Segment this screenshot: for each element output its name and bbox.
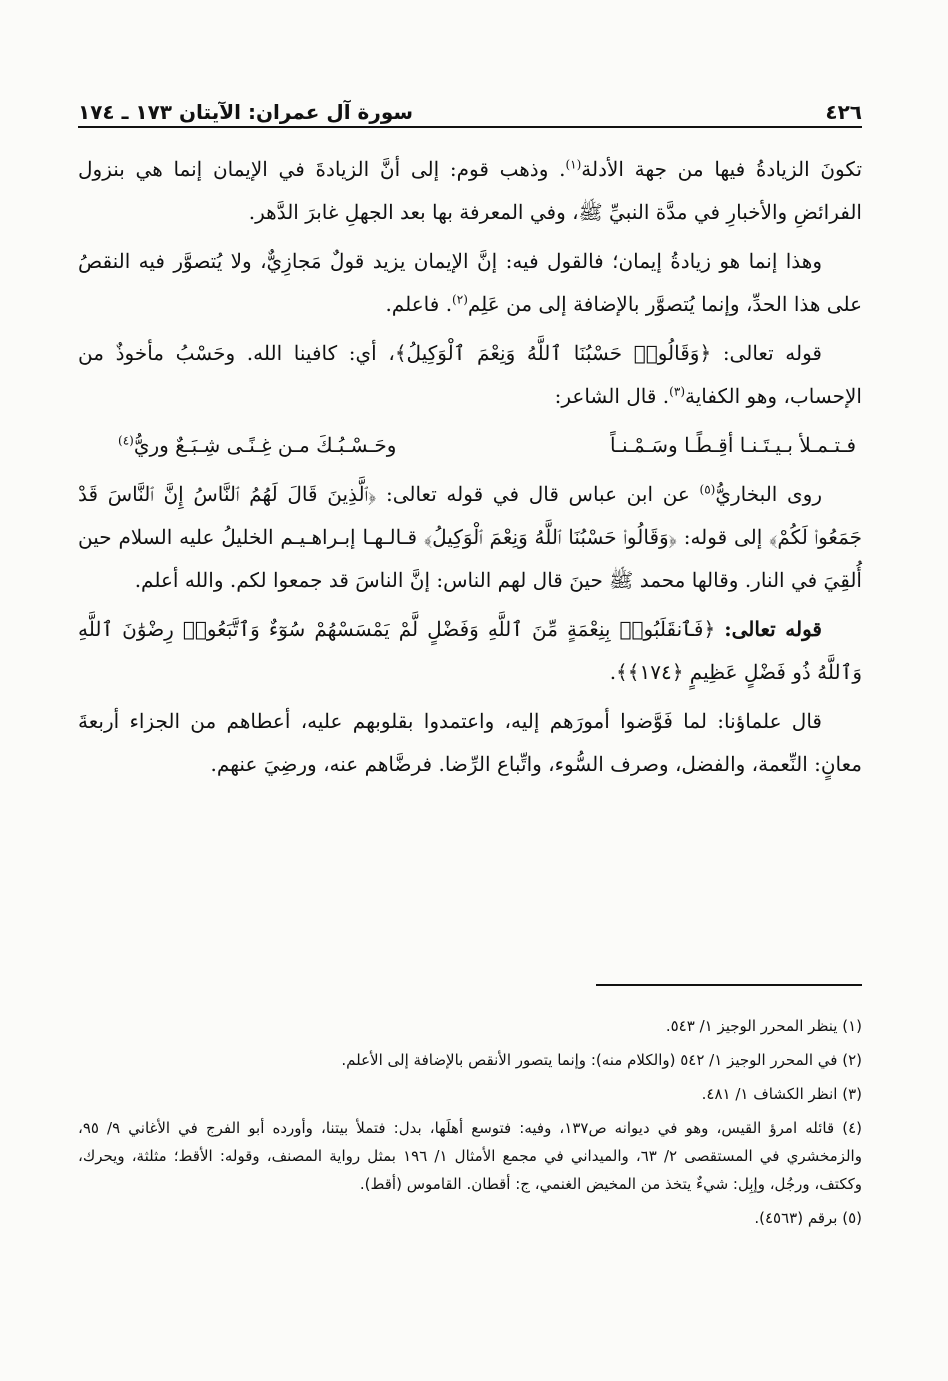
verse-heading: قوله تعالى: bbox=[724, 617, 822, 641]
paragraph: تكونَ الزيادةُ فيها من جهة الأدلة$^{(١)}$. وذهب قوم: إلى أنَّ الزيادةَ في الإيمان إنما هي بنزول الفرائضِ والأخبارِ في مدَّة النبيِّ ﷺ، وفي المعرفة بها بعد الجهلِ غابرَ الدَّهر. bbox=[78, 157, 863, 224]
verse-hemistich-first: فـتـمـلأ بـيـتَـنـا أقِـطًـا وسَـمْـنـاً bbox=[610, 433, 856, 457]
paragraph: وهذا إنما هو زيادةُ إيمان؛ فالقول فيه: إنَّ الإيمان يزيد قولٌ مَجازِيٌّ، ولا يُتصوَّر فيه النقصُ على هذا الحدِّ، وإنما يُتصوَّر بالإضافة إلى من عَلِم$^{(٢)}$. فاعلم. bbox=[78, 249, 862, 316]
footnotes bbox=[78, 1012, 862, 1238]
quran-verse: ﴿فَٱنقَلَبُوا۟ بِنِعْمَةٍ مِّنَ ٱللَّهِ وَفَضْلٍ لَّمْ يَمْسَسْهُمْ سُوٓءٌ وَٱتَّبَعُوا۟ رِضْوَٰنَ ٱللَّهِ وَٱللَّهُ ذُو فَضْلٍ عَظِيمٍ ﴿١٧٤﴾﴾. bbox=[78, 617, 862, 684]
poetry-verse bbox=[78, 424, 862, 467]
footnote-ref: (٣) bbox=[669, 384, 685, 399]
footnote-separator bbox=[596, 984, 862, 986]
header-rule bbox=[78, 126, 862, 128]
paragraph: قال علماؤنا: لما فَوَّضوا أمورَهم إليه، واعتمدوا بقلوبهم عليه، أعطاهم من الجزاء أربعةَ معانٍ: النِّعمة، والفضل، وصرف السُّوء، واتِّباع الرِّضا. فرضَّاهم عنه، ورضِيَ عنهم. bbox=[78, 709, 862, 776]
verse-hemistich-second: وحَـسْـبُـكَ مـن غِـنًـى شِـبَـعٌ وريُّ$^{(٤)}$ bbox=[118, 433, 397, 457]
paragraph: قوله تعالى: ﴿وَقَالُوا۟ حَسْبُنَا ٱللَّهُ وَنِعْمَ ٱلْوَكِيلُ﴾، أي: كافينا الله. وحَسْبُ مأخوذٌ من الإحساب، وهو الكفاية$^{(٣)}$. قال الشاعر: bbox=[78, 341, 862, 408]
footnote: (٥) برقم (٤٥٦٣). bbox=[754, 1209, 862, 1227]
footnote: (٢) في المحرر الوجيز ١/ ٥٤٢ (والكلام منه): وإنما يتصور الأنقص بالإضافة إلى الأعلم. bbox=[341, 1051, 862, 1069]
footnote-ref: (٥) bbox=[699, 482, 716, 497]
page-header bbox=[78, 86, 862, 124]
footnote-ref: (٢) bbox=[452, 292, 468, 307]
footnote-ref: (١) bbox=[565, 157, 582, 172]
page-number: ٤٢٦ bbox=[825, 100, 862, 124]
paragraph: روى البخاريُّ$^{(٥)}$ عن ابن عباس قال في قوله تعالى: ﴿ٱلَّذِينَ قَالَ لَهُمُ ٱلنَّاسُ إِنَّ ٱلنَّاسَ قَدْ جَمَعُوا۟ لَكُمْ﴾ إلى قوله: ﴿وَقَالُوا۟ حَسْبُنَا ٱللَّهُ وَنِعْمَ ٱلْوَكِيلُ﴾ قـالـهـا إبـراهـيـم الخليلُ عليه السلام حين أُلقِيَ في النار. وقالها محمد ﷺ حينَ قال لهم الناس: إنَّ الناسَ قد جمعوا لكم. والله أعلم. bbox=[78, 482, 862, 592]
footnote: (٣) انظر الكشاف ١/ ٤٨١. bbox=[701, 1085, 862, 1103]
verse-heading-paragraph bbox=[78, 608, 862, 694]
footnote: (١) ينظر المحرر الوجيز ١/ ٥٤٣. bbox=[665, 1017, 862, 1035]
running-title: سورة آل عمران: الآيتان ١٧٣ ـ ١٧٤ bbox=[78, 100, 414, 124]
main-text bbox=[78, 148, 862, 792]
footnote-ref: (٤) bbox=[118, 433, 134, 448]
footnote: (٤) قائله امرؤ القيس، وهو في ديوانه ص١٣٧، وفيه: فتوسع أهلَها، بدل: فتملأ بيتنا، وأورده أبو الفرج في الأغاني ٩/ ٩٥، والزمخشري في المستقصى ٢/ ٦٣، والميداني في مجمع الأمثال ١/ ١٩٦ بمثل رواية المصنف، وقوله: الأقط؛ مثلثة، ويحرك، وككتف، ورجُل، وإبِل: شيءٌ يتخذ من المخيض الغنمي، ج: أقطان. القاموس (أقط). bbox=[78, 1119, 863, 1193]
